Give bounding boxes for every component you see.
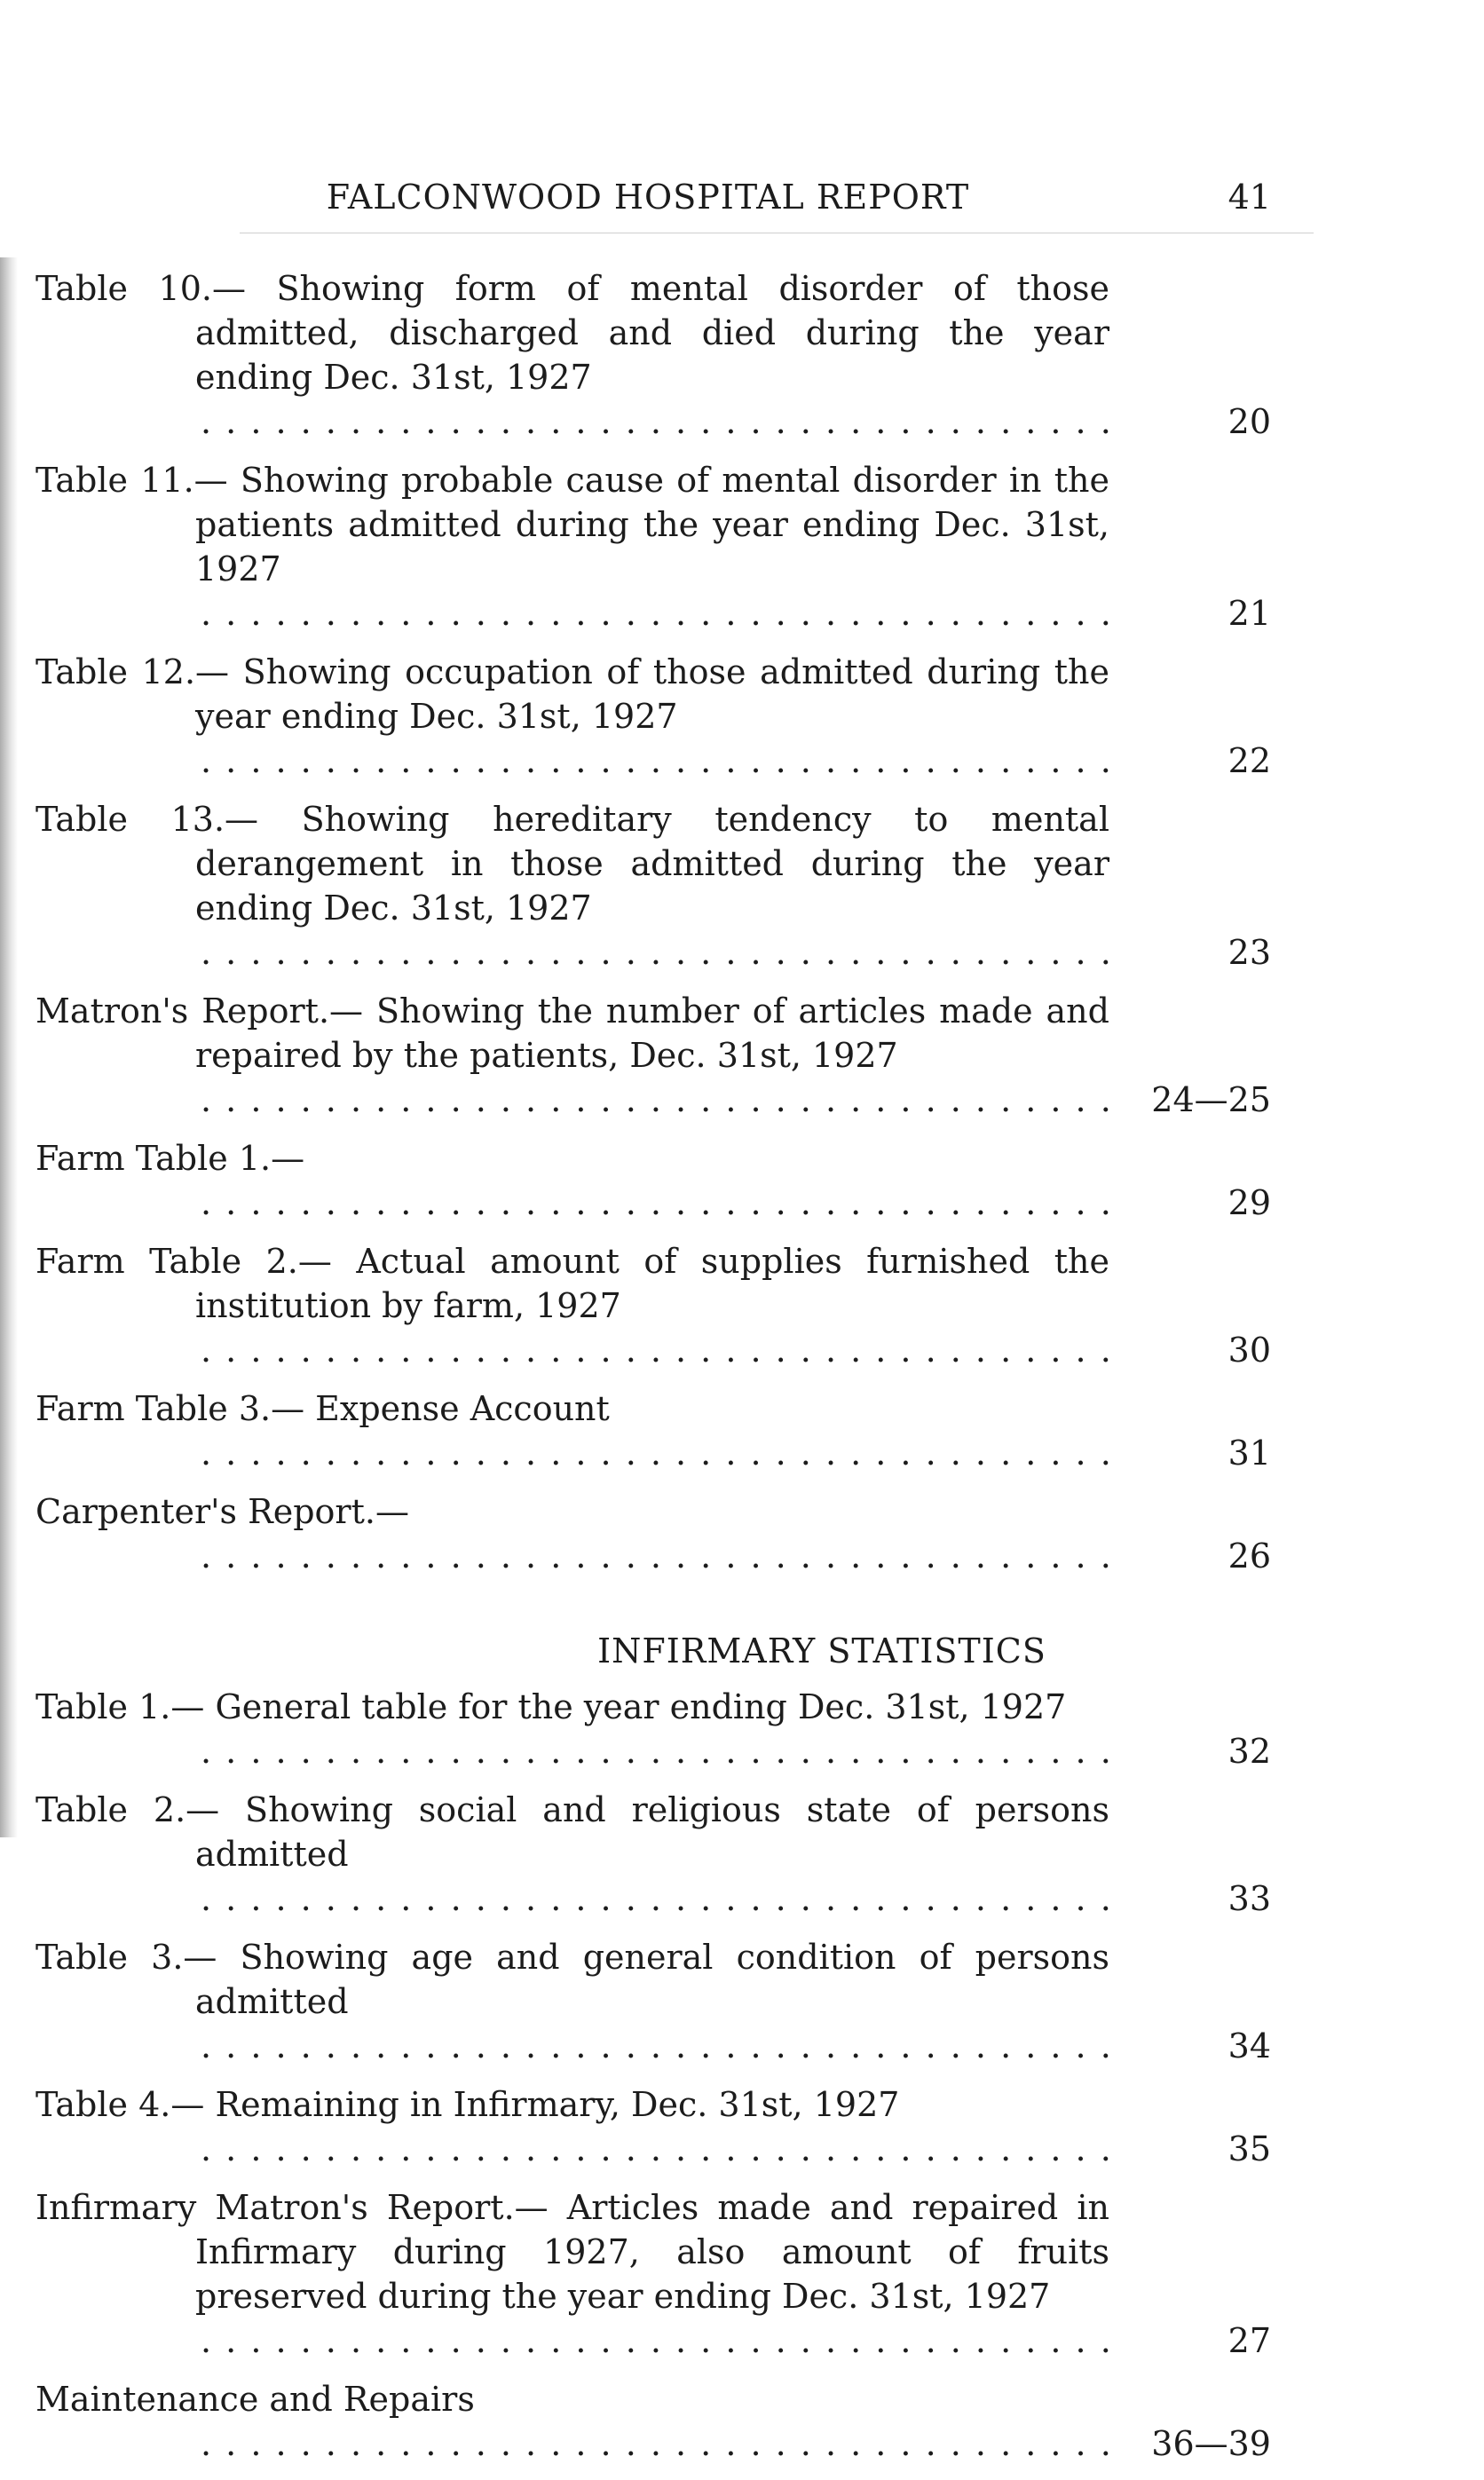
toc-entry [0, 458, 1484, 636]
leader-dots [195, 2421, 1109, 2466]
entry-page: 35 [1227, 2129, 1271, 2168]
entry-page: 20 [1227, 402, 1271, 441]
entry-label: Table 12.— [36, 652, 230, 691]
entry-label: Table 2.— [36, 1790, 220, 1829]
leader-dots [195, 2024, 1109, 2068]
entry-text: Remaining in Infirmary, Dec. 31st, 1927 [215, 2085, 900, 2124]
entry-text: Showing occupation of those admitted during the year ending Dec. 31st, 1927 [195, 652, 1109, 736]
table-of-contents [0, 266, 1484, 2480]
entry-label: Matron's Report.— [36, 991, 364, 1031]
entry-label: Table 1.— [36, 1687, 205, 1726]
infirmary-heading: INFIRMARY STATISTICS [597, 1631, 1046, 1670]
entry-body [36, 1489, 1109, 1578]
entry-text: Showing age and general condition of persons admitted [195, 1938, 1109, 2021]
entry-page: 36—39 [1151, 2424, 1271, 2463]
entry-label: Carpenter's Report.— [36, 1492, 409, 1531]
toc-entry [0, 1788, 1484, 1921]
toc-entry [0, 266, 1484, 444]
leader-dots [195, 1181, 1109, 1225]
toc-main-list [0, 266, 1484, 1578]
leader-dots [195, 1328, 1109, 1372]
entry-page: 27 [1227, 2321, 1271, 2360]
entry-text: Actual amount of supplies furnished the institution by farm, 1927 [195, 1242, 1110, 1325]
page-number: 41 [1227, 178, 1271, 217]
entry-page: 33 [1227, 1879, 1271, 1918]
leader-dots [195, 399, 1109, 444]
entry-label: Table 11.— [36, 461, 228, 500]
entry-text: Showing social and religious state of persons admitted [195, 1790, 1109, 1874]
page-header [0, 178, 1484, 231]
leader-dots [195, 1431, 1109, 1475]
entry-body [36, 797, 1109, 975]
entry-text: Showing hereditary tendency to mental derangement in those admitted during the year ending Dec. 31st, 1927 [195, 800, 1109, 928]
entry-body [36, 1788, 1109, 1921]
entry-text: Expense Account [315, 1389, 610, 1428]
toc-entry [0, 1136, 1484, 1225]
leader-dots [195, 591, 1109, 636]
entry-page: 24—25 [1151, 1080, 1271, 1119]
toc-entry [0, 2082, 1484, 2171]
toc-entry [0, 1489, 1484, 1578]
entry-label: Table 4.— [36, 2085, 205, 2124]
entry-body [36, 650, 1109, 783]
entry-page: 29 [1227, 1183, 1271, 1222]
entry-label: Farm Table 2.— [36, 1242, 332, 1281]
toc-entry [0, 989, 1484, 1122]
entry-body [36, 2082, 1109, 2171]
entry-page: 23 [1227, 933, 1271, 972]
entry-text: Showing the number of articles made and repaired by the patients, Dec. 31st, 1927 [195, 991, 1109, 1075]
leader-dots [195, 2318, 1109, 2363]
entry-page: 26 [1227, 1536, 1271, 1576]
entry-body [36, 1386, 1109, 1475]
toc-entry [0, 797, 1484, 975]
leader-dots [195, 1534, 1109, 1578]
entry-label: Table 13.— [36, 800, 259, 839]
entry-body [36, 1136, 1109, 1225]
leader-dots [195, 1876, 1109, 1921]
entry-text: Showing probable cause of mental disorder in the patients admitted during the year ending Dec. 31st, 1927 [195, 461, 1109, 588]
entry-page: 21 [1227, 594, 1271, 633]
entry-body [36, 1935, 1109, 2068]
entry-page: 34 [1227, 2026, 1271, 2065]
entry-label: Farm Table 1.— [36, 1139, 305, 1178]
toc-entry [0, 1935, 1484, 2068]
entry-body [36, 989, 1109, 1122]
entry-body [36, 458, 1109, 636]
toc-infirmary-list [0, 1685, 1484, 2466]
entry-label: Table 3.— [36, 1938, 217, 1977]
entry-body [36, 1685, 1109, 1773]
leader-dots [195, 2127, 1109, 2171]
toc-entry [0, 650, 1484, 783]
entry-text: Articles made and repaired in Infirmary during 1927, also amount of fruits preserved during the year ending Dec. 31st, 1927 [195, 2188, 1109, 2316]
leader-dots [195, 930, 1109, 975]
running-head: FALCONWOOD HOSPITAL REPORT [326, 178, 970, 217]
toc-entry [0, 1685, 1484, 1773]
toc-entry [0, 2185, 1484, 2363]
entry-page: 22 [1227, 741, 1271, 780]
entry-label: Farm Table 3.— [36, 1389, 305, 1428]
toc-entry [0, 1239, 1484, 1372]
entry-label: Infirmary Matron's Report.— [36, 2188, 549, 2227]
leader-dots [195, 1078, 1109, 1122]
entry-body [36, 2185, 1109, 2363]
toc-entry [0, 2377, 1484, 2466]
entry-body [36, 2377, 1109, 2466]
leader-dots [195, 1729, 1109, 1773]
entry-page: 31 [1227, 1434, 1271, 1473]
entry-text: General table for the year ending Dec. 31st, 1927 [215, 1687, 1067, 1726]
leader-dots [195, 738, 1109, 783]
entry-body [36, 1239, 1109, 1372]
entry-page: 32 [1227, 1732, 1271, 1771]
entry-page: 30 [1227, 1331, 1271, 1370]
entry-body [36, 266, 1109, 444]
entry-text: Showing form of mental disorder of those admitted, discharged and died during the year ending Dec. 31st, 1927 [195, 269, 1109, 397]
toc-entry [0, 1386, 1484, 1475]
entry-label: Table 10.— [36, 269, 246, 308]
entry-label: Maintenance and Repairs [36, 2380, 475, 2419]
